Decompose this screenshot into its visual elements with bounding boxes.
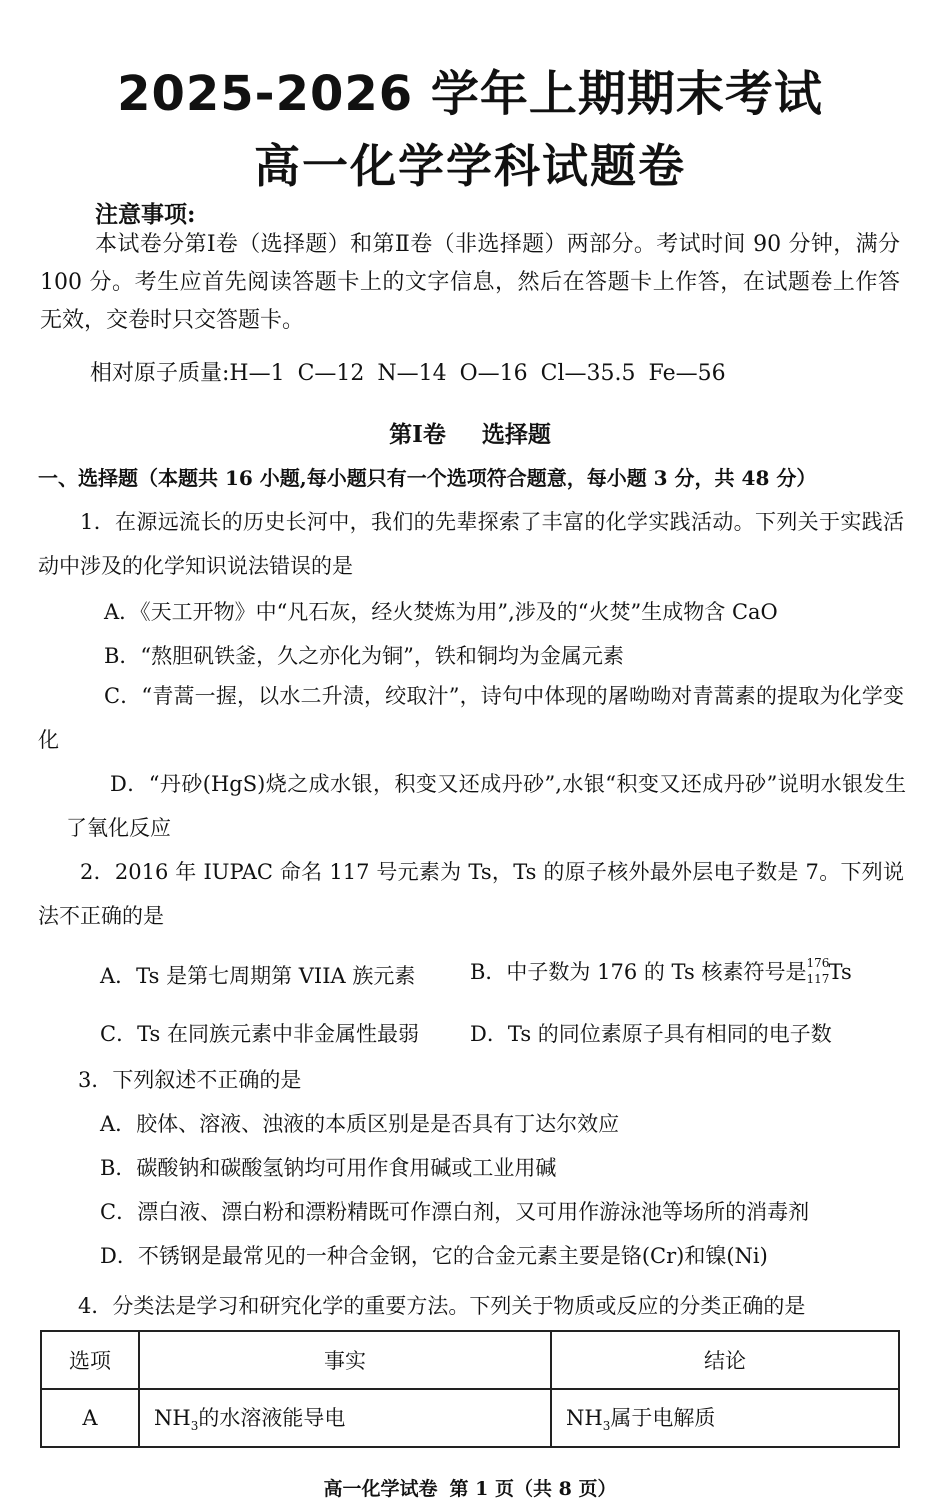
row-fact-formula: NH bbox=[154, 1406, 191, 1431]
row-fact-text: 的水溶液能导电 bbox=[198, 1406, 346, 1431]
col-header-option: 选项 bbox=[41, 1331, 139, 1389]
row-option: A bbox=[41, 1389, 139, 1447]
exam-title: 2025-2026 学年上期期末考试 bbox=[117, 66, 823, 122]
q1-option-a: A．《天工开物》中“凡石灰，经火焚炼为用”,涉及的“火焚”生成物含 CaO bbox=[104, 600, 778, 624]
q1-option-d: D．“丹砂(HgS)烧之成水银，积变又还成丹砂”,水银“积变又还成丹砂”说明水银发生了氧化反应 bbox=[66, 772, 906, 840]
notice-paragraph: 本试卷分第Ⅰ卷（选择题）和第Ⅱ卷（非选择题）两部分。考试时间 90 分钟，满分 100 分。考生应首先阅读答题卡上的文字信息，然后在答题卡上作答，在试题卷上作答无效，交卷时只交答题卡。 bbox=[40, 232, 900, 333]
q2-option-a: A．Ts 是第七周期第 VIIA 族元素 bbox=[100, 964, 416, 988]
row-conclusion bbox=[551, 1389, 899, 1447]
notice-heading: 注意事项: bbox=[95, 201, 196, 228]
col-header-fact: 事实 bbox=[139, 1331, 551, 1389]
nuclide-notation bbox=[806, 955, 830, 989]
element-symbol: Ts bbox=[828, 960, 852, 984]
q1-stem: 1．在源远流长的历史长河中，我们的先辈探索了丰富的化学实践活动。下列关于实践活动中涉及的化学知识说法错误的是 bbox=[38, 510, 904, 578]
section-volume: 第Ⅰ卷 bbox=[389, 421, 446, 448]
q2-option-c: C．Ts 在同族元素中非金属性最弱 bbox=[100, 1022, 419, 1046]
atomic-number: 117 bbox=[806, 971, 830, 986]
row-conclusion-text: 属于电解质 bbox=[610, 1406, 716, 1431]
q2-stem: 2．2016 年 IUPAC 命名 117 号元素为 Ts，Ts 的原子核外最外层电子数是 7。下列说法不正确的是 bbox=[38, 860, 904, 928]
row-fact bbox=[139, 1389, 551, 1447]
col-header-conclusion: 结论 bbox=[551, 1331, 899, 1389]
atomic-masses: 相对原子质量:H—1 C—12 N—14 O—16 Cl—35.5 Fe—56 bbox=[90, 361, 726, 386]
q3-option-d: D．不锈钢是最常见的一种合金钢，它的合金元素主要是铬(Cr)和镍(Ni) bbox=[100, 1244, 768, 1268]
q2-option-d: D．Ts 的同位素原子具有相同的电子数 bbox=[470, 1022, 832, 1046]
exam-subtitle: 高一化学学科试题卷 bbox=[254, 139, 686, 193]
section-title bbox=[0, 416, 940, 449]
row-conclusion-subscript: 3 bbox=[602, 1419, 611, 1434]
row-fact-subscript: 3 bbox=[190, 1419, 199, 1434]
q4-stem: 4．分类法是学习和研究化学的重要方法。下列关于物质或反应的分类正确的是 bbox=[78, 1294, 806, 1318]
q2-option-b bbox=[470, 956, 852, 989]
table-header-row bbox=[41, 1331, 899, 1389]
q3-option-a: A．胶体、溶液、浊液的本质区别是是否具有丁达尔效应 bbox=[100, 1112, 620, 1136]
q1-option-c: C．“青蒿一握，以水二升渍，绞取汁”，诗句中体现的屠呦呦对青蒿素的提取为化学变化 bbox=[38, 684, 904, 752]
q3-option-c: C．漂白液、漂白粉和漂粉精既可作漂白剂，又可用作游泳池等场所的消毒剂 bbox=[100, 1200, 810, 1224]
table-row bbox=[41, 1389, 899, 1447]
footer-course: 高一化学试卷 bbox=[323, 1478, 438, 1500]
page-number: 第 1 页（共 8 页） bbox=[449, 1478, 617, 1500]
q4-table bbox=[40, 1330, 900, 1448]
row-conclusion-formula: NH bbox=[566, 1406, 603, 1431]
q1-option-b: B．“熬胆矾铁釜，久之亦化为铜”，铁和铜均为金属元素 bbox=[104, 644, 624, 668]
q2-option-b-text: B．中子数为 176 的 Ts 核素符号是 bbox=[470, 960, 807, 984]
q3-stem: 3．下列叙述不正确的是 bbox=[78, 1068, 302, 1092]
part-heading: 一、选择题（本题共 16 小题,每小题只有一个选项符合题意，每小题 3 分，共 48 分） bbox=[38, 466, 817, 490]
page-footer bbox=[0, 1474, 940, 1501]
section-type: 选择题 bbox=[481, 421, 551, 448]
q3-option-b: B．碳酸钠和碳酸氢钠均可用作食用碱或工业用碱 bbox=[100, 1156, 557, 1180]
mass-number: 176 bbox=[806, 955, 830, 970]
